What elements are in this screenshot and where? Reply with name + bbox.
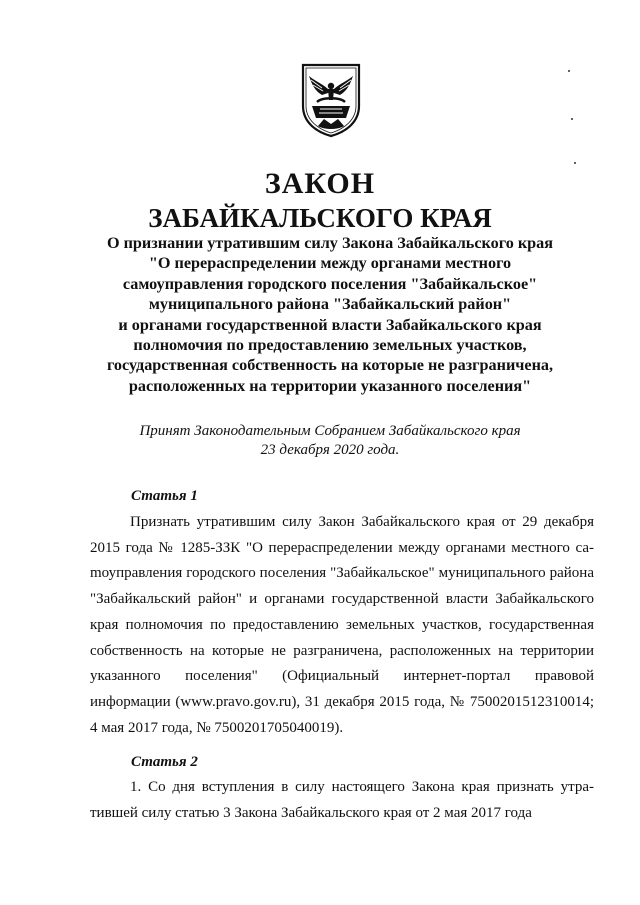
subtitle-line: государственная собственность на которые не разграничена, [106,356,554,375]
subtitle-line: полномочия по предоставлению земельных участков, [133,336,527,355]
subtitle-line: самоуправления городского поселения "Забайкальское" [122,274,538,293]
scan-speck [568,70,570,72]
adoption-note [80,422,580,460]
article-1-text: Признать утратившим силу Закон Забайкальского края от 29 декабря 2015 года № 1285-ЗЗК "О перераспределении между органами местного саmоуправления городского поселения "Забайкальское" муниципального района "Забайкальский район" и органами государственной власти Забайкальского края полномочия по предоставлению земельных участков, государственная собственность на которые не разграничена, расположенных на территории указанного поселения" (Официальный интернет-портал правовой информации (www.pravo.gov.ru), 31 декабря 2015 года, № 7500201512310014; 4 мая 2017 года, № 7500201705040019). [90,514,594,736]
scan-speck [574,162,576,164]
subtitle-line: О признании утратившим силу Закона Забайкальского края [106,234,554,252]
article-2-heading: Статья 2 [131,754,198,770]
subtitle-line: и органами государственной власти Забайкальского края [118,315,542,334]
adoption-date: 23 декабря 2020 года. [260,442,400,458]
article-1-heading: Статья 1 [131,488,198,504]
scan-speck [571,118,573,120]
law-subtitle [80,233,580,396]
coat-of-arms-icon [300,62,362,138]
subtitle-line: расположенных на территории указанного поселения" [128,376,532,395]
article-2-text: 1. Со дня вступления в силу настоящего Закона края признать утратившей силу статью 3 Закона Забайкальского края от 2 мая 2017 года [90,779,594,821]
document-title: ЗАКОН [264,167,376,200]
adoption-line: Принят Законодательным Собранием Забайкальского края [139,423,521,439]
document-title-region: ЗАБАЙКАЛЬСКОГО КРАЯ [148,203,492,233]
subtitle-line: муниципального района "Забайкальский район" [148,295,512,314]
subtitle-line: "О перераспределении между органами местного [148,254,512,273]
